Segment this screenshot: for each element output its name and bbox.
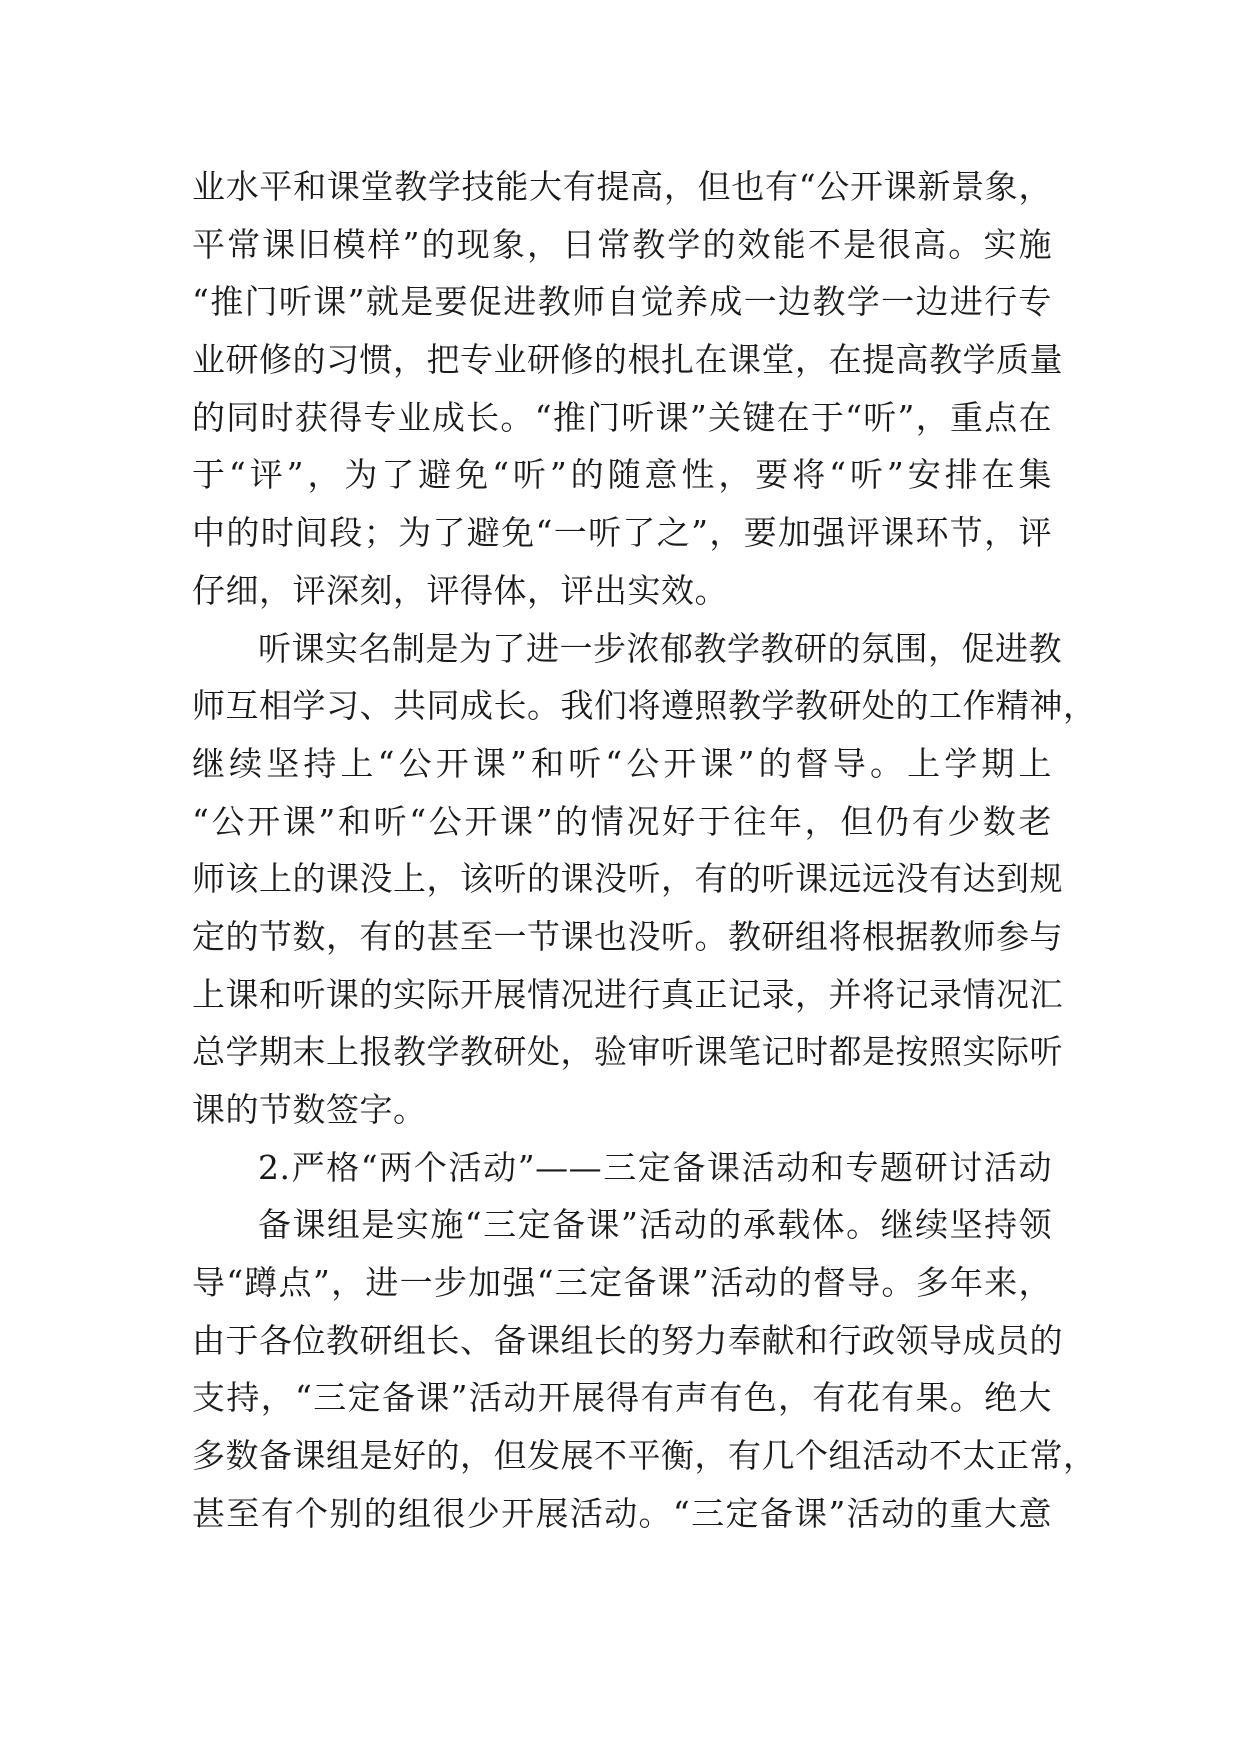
text-line: 平常课旧模样”的现象，日常教学的效能不是很高。实施 [192,224,1052,264]
text-line: 上课和听课的实际开展情况进行真正记录，并将记录情况汇 [192,974,1063,1014]
text-line: 多数备课组是好的，但发展不平衡，有几个组活动不太正常， [192,1436,1097,1476]
text-line: “推门听课”就是要促进教师自觉养成一边教学一边进行专 [192,282,1052,322]
text-line: 的同时获得专业成长。“推门听课”关键在于“听”，重点在 [192,397,1052,437]
text-line: 总学期末上报教学教研处，验审听课笔记时都是按照实际听 [192,1032,1063,1072]
text-line: 业研修的习惯，把专业研修的根扎在课堂，在提高教学质量 [192,340,1063,380]
text-line: 中的时间段；为了避免“一听了之”，要加强评课环节，评 [192,513,1052,553]
text-line: 2.严格“两个活动”——三定备课活动和专题研讨活动 [258,1147,1052,1187]
text-line: 师该上的课没上，该听的课没听，有的听课远远没有达到规 [192,859,1063,899]
body-text [192,158,1097,1543]
text-line: 于“评”，为了避免“听”的随意性，要将“听”安排在集 [192,455,1052,495]
text-line: 备课组是实施“三定备课”活动的承载体。继续坚持领 [258,1205,1052,1245]
text-line: 继续坚持上“公开课”和听“公开课”的督导。上学期上 [192,743,1052,783]
text-line: 听课实名制是为了进一步浓郁教学教研的氛围，促进教 [258,628,1062,668]
text-line: 由于各位教研组长、备课组长的努力奉献和行政领导成员的 [192,1320,1063,1360]
text-line: 业水平和课堂教学技能大有提高，但也有“公开课新景象， [192,167,1052,206]
text-line: 导“蹲点”，进一步加强“三定备课”活动的督导。多年来， [192,1263,1052,1303]
text-line: 师互相学习、共同成长。我们将遵照教学教研处的工作精神， [192,686,1097,726]
text-line: “公开课”和听“公开课”的情况好于往年，但仍有少数老 [192,801,1052,841]
text-line: 支持，“三定备课”活动开展得有声有色，有花有果。绝大 [192,1378,1052,1418]
text-line: 定的节数，有的甚至一节课也没听。教研组将根据教师参与 [192,916,1063,956]
text-line: 甚至有个别的组很少开展活动。“三定备课”活动的重大意 [192,1493,1052,1533]
text-line: 仔细，评深刻，评得体，评出实效。 [192,570,728,610]
text-line: 课的节数签字。 [192,1090,427,1129]
